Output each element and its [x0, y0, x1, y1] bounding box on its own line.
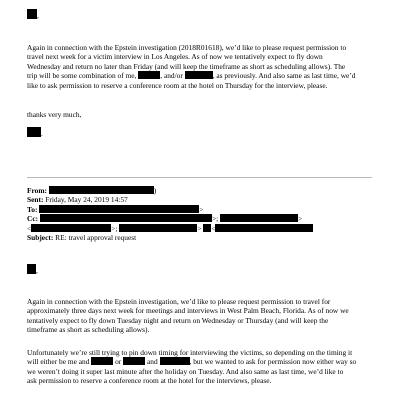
subject-label: Subject: — [27, 232, 54, 242]
email2-p2-line-2-a: will either be me and — [27, 357, 90, 367]
email1-body — [27, 43, 377, 90]
email2-paragraph-2 — [27, 348, 377, 386]
email2-p2-line-2-b: or — [115, 357, 122, 367]
redacted-name — [160, 357, 190, 365]
email1-line-4-c: , as previously. And also same as last time, we’d — [212, 71, 356, 81]
email2-p1-line-4: timeframe as short as scheduling allows). — [27, 325, 150, 335]
email2-p2-line-4: ask permission to reserve a conference room at the hotel for the interviews, please. — [27, 376, 272, 386]
email1-line-3: Wednesday and return no later than Friday (and will keep the timeframe as short as scheduling allows). The — [27, 61, 346, 71]
cc2-open: < — [27, 223, 32, 233]
redacted-cc — [215, 224, 313, 232]
greeting-2-suffix: , — [36, 266, 38, 275]
email1-line-4-b: , and/or — [160, 71, 183, 81]
signoff-suffix: . — [41, 129, 43, 138]
cc-mid: >; — [211, 214, 219, 224]
email2-paragraph-1 — [27, 297, 377, 335]
email1-line-1: Again in connection with the Epstein investigation (2018R01618), we’d like to please request permission to — [27, 43, 347, 52]
closing-text: thanks very much, — [27, 110, 82, 119]
header-sent — [27, 195, 377, 204]
redacted-sender — [49, 186, 157, 195]
header-to — [27, 205, 377, 214]
redacted-recipient — [39, 205, 199, 213]
email1-line-5: like to ask permission to reserve a conference room at the hotel on Thursday for the interview, please. — [27, 80, 328, 90]
header-cc — [27, 214, 377, 223]
from-suffix: ) — [153, 186, 157, 195]
cc2-mid2: > — [197, 223, 202, 233]
email2-p1-line-1: Again in connection with the Epstein investigation, we’d like to please request permission to travel for — [27, 297, 331, 306]
redacted-cc — [220, 214, 298, 222]
email1-line-4-a: trip will be some combination of me, — [27, 71, 137, 81]
redacted-signature — [27, 127, 41, 137]
email2-p2-line-2 — [27, 357, 377, 366]
header-cc-2 — [27, 224, 377, 233]
email2-p2-line-2-c: and — [147, 357, 158, 367]
cc-end: > — [298, 214, 303, 224]
redacted-name — [91, 357, 113, 365]
sent-label: Sent: — [27, 195, 44, 205]
header-subject — [27, 233, 377, 242]
redacted-greeting-1 — [27, 9, 37, 19]
greeting-1-suffix: , — [37, 11, 39, 20]
from-label: From: — [27, 186, 47, 195]
email-header — [27, 186, 377, 242]
to-suffix: > — [199, 204, 204, 214]
redacted-cc — [40, 214, 212, 222]
sent-value: Friday, May 24, 2019 14:57 — [45, 195, 128, 205]
header-from — [27, 186, 377, 195]
redacted-cc — [31, 224, 111, 232]
email2-p1-line-2: approximately three days next week for meetings and interviews in West Palm Beach, Florida. As of now we — [27, 306, 349, 316]
redacted-greeting-2 — [27, 264, 36, 274]
cc2-mid3: < — [211, 223, 216, 233]
email2-p2-line-1: Unfortunately we’re still trying to pin down timing for interviewing the victims, so depending on the timing it — [27, 348, 353, 357]
redacted-name — [123, 357, 145, 365]
redacted-cc — [119, 224, 197, 232]
email2-p2-line-2-d: , but we wanted to ask for permission now either way so — [189, 357, 357, 367]
email1-closing — [27, 110, 377, 119]
email2-p1-line-3: tentatively expect to fly down Tuesday night and return on Wednesday or Thursday (and will keep the — [27, 315, 329, 325]
redacted-name — [185, 71, 213, 79]
email1-line-4 — [27, 71, 377, 80]
email1-line-2: travel next week for a victim interview in Los Angeles. As of now we tentatively expect to fly down — [27, 52, 323, 62]
cc2-mid1: >; — [111, 223, 118, 233]
cc-label: Cc: — [27, 214, 39, 224]
to-label: To: — [27, 204, 38, 214]
email2-p2-line-3: we weren’t doing it super last minute after the holiday on Tuesday. And also same as last time, we’d like to — [27, 366, 344, 376]
email-separator — [27, 177, 372, 178]
redacted-name — [138, 71, 160, 79]
subject-value: RE: travel approval request — [55, 232, 137, 242]
